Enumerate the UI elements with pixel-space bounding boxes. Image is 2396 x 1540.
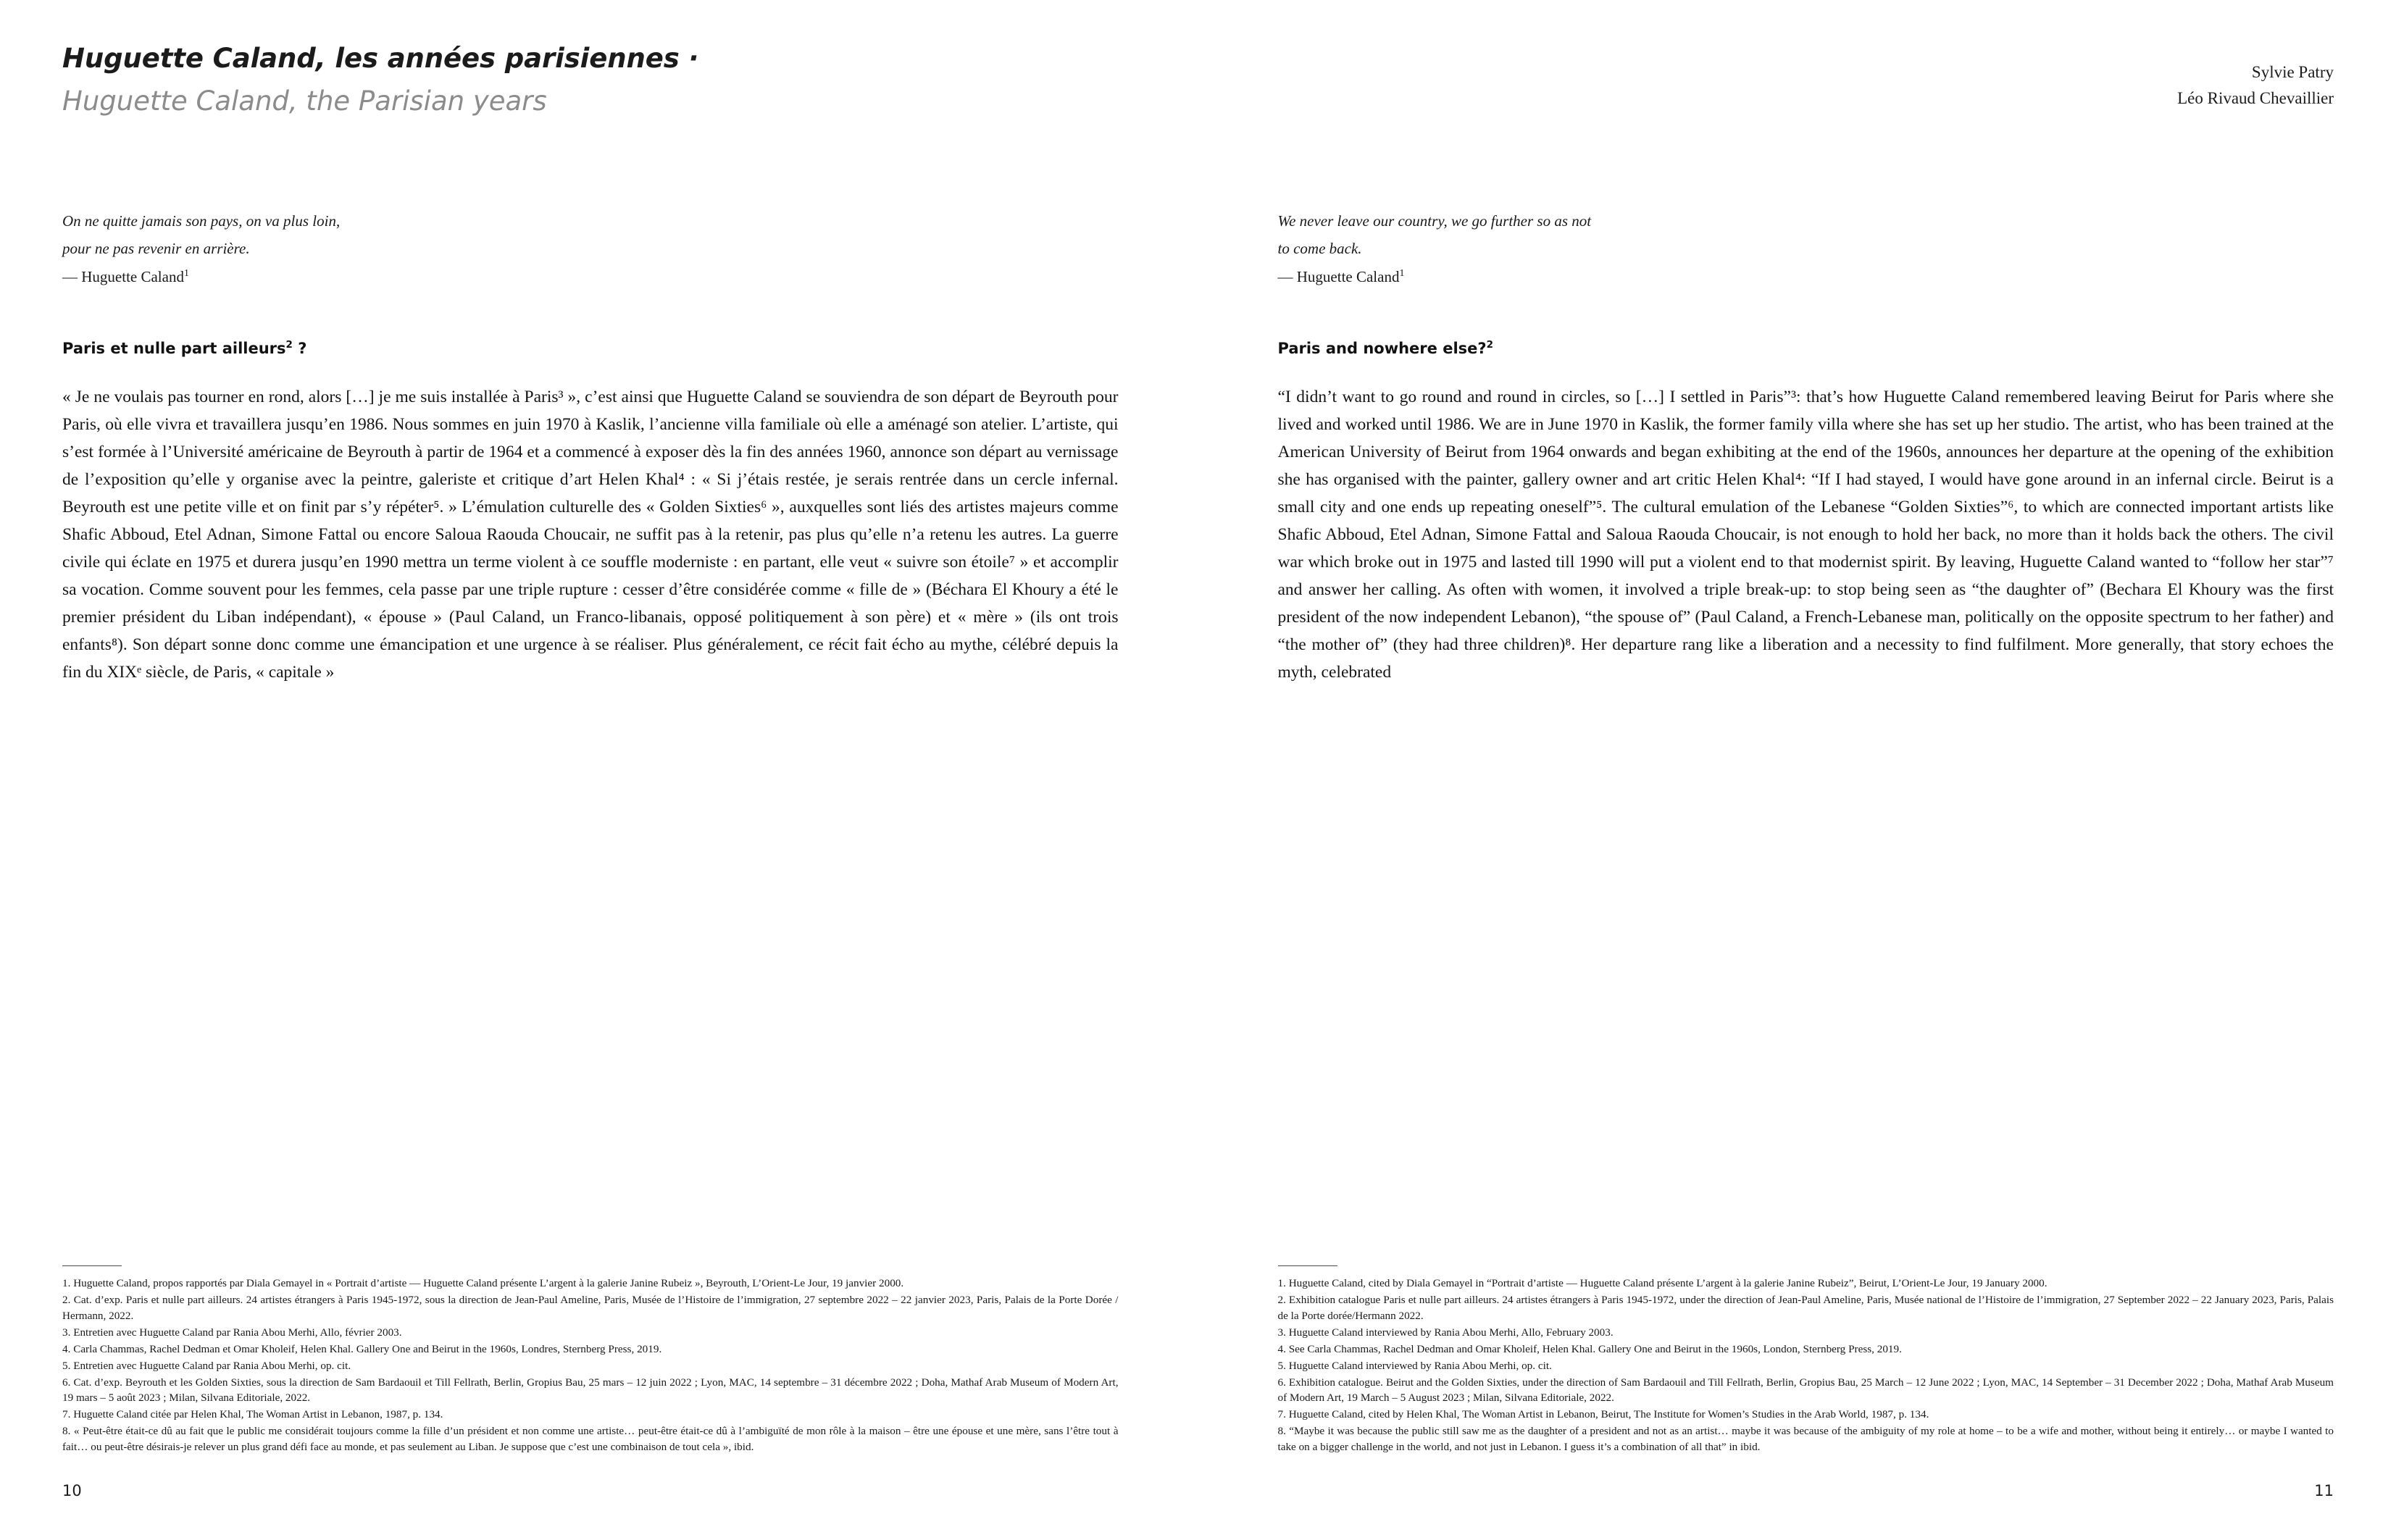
authors-header <box>1278 43 2334 210</box>
right-page <box>1198 0 2396 1540</box>
author-name-secondary: Léo Rivaud Chevaillier <box>2177 88 2334 107</box>
epigraph-line-1: We never leave our country, we go further so as not <box>1277 212 1592 230</box>
footnote-item: 7. Huguette Caland citée par Helen Khal, The Woman Artist in Lebanon, 1987, p. 134. <box>62 1408 443 1421</box>
section-heading-note: 2 <box>285 339 293 351</box>
section-heading-tail: ? <box>292 339 307 357</box>
epigraph-line-2: to come back. <box>1277 239 1362 257</box>
page-number-right: 11 <box>2314 1482 2334 1499</box>
body-paragraph: “I didn’t want to go round and round in circles, so […] I settled in Paris”³: that’s how Huguette Caland remembered leaving Beirut for Paris where she lived and worked until 1986. We are in June 1970 in Kaslik, the former family villa where she has set up her studio. The artist, who has been trained at the American University of Beirut from 1964 onwards and began exhibiting at the end of the 1960s, announces her departure at the opening of the exhibition she has organised with the painter, gallery owner and art critic Helen Khal⁴: “If I had stayed, I would have gone around in an infernal circle. Beirut is a small city and one ends up repeating oneself”⁵. The cultural emulation of the Lebanese “Golden Sixties”⁶, to which are connected important artists like Shafic Abboud, Etel Adnan, Simone Fattal and Saloua Raouda Choucair, is not enough to hold her back, no more than it holds back the others. The civil war which broke out in 1975 and lasted till 1990 will put a violent end to that modernist spirit. By leaving, Huguette Caland wanted to “follow her star”⁷ and answer her calling. As often with women, it involved a triple break-up: to stop being seen as “the daughter of” (Bechara El Khoury was the first president of the now independent Lebanon), “the spouse of” (Paul Caland, a French-Lebanese man, politically on the opposite spectrum to her father) and “the mother of” (they had three children)⁸. Her departure rang like a liberation and a necessity to find fulfilment. More generally, that story echoes the myth, celebrated <box>1277 387 2334 682</box>
footnote-item: 1. Huguette Caland, propos rapportés par Diala Gemayel in « Portrait d’artiste — Huguette Caland présente L’argent à la galerie Janine Rubeiz », Beyrouth, L’Orient-Le Jour, 19 janvier 2000. <box>62 1277 904 1290</box>
footnote-item: 8. “Maybe it was because the public still saw me as the daughter of a president and not as an artist… maybe it was because of the ambiguity of my role at home – to be a wife and mother, without being it entirely… or maybe I wanted to take on a bigger challenge in the world, and not just in Lebanon. I guess it’s a combination of all that” in ibid. <box>1277 1425 2334 1454</box>
section-heading <box>62 340 1119 357</box>
footnote-item: 2. Cat. d’exp. Paris et nulle part ailleurs. 24 artistes étrangers à Paris 1945-1972, sous la direction de Jean-Paul Ameline, Paris, Musée de l’Histoire de l’immigration, 27 septembre 2022 – 22 janvier 2023, Paris, Palais de la Porte Dorée / Hermann, 2022. <box>62 1294 1119 1322</box>
epigraph-attribution-note: 1 <box>1399 267 1405 278</box>
left-content <box>62 210 1119 686</box>
epigraph-attribution <box>62 265 1119 289</box>
footnote-item: 6. Exhibition catalogue. Beirut and the Golden Sixties, under the direction of Sam Bardaouil and Till Fellrath, Berlin, Gropius Bau, 25 March – 12 June 2022 ; Lyon, MAC, 14 September – 31 December 2022 ; Doha, Mathaf Arab Museum of Modern Art, 19 March – 5 August 2023 ; Milan, Silvana Editoriale, 2022. <box>1277 1376 2334 1405</box>
article-header <box>62 43 1119 210</box>
page-subtitle: Huguette Caland, the Parisian years <box>62 85 547 117</box>
footnote-item: 8. « Peut-être était-ce dû au fait que le public me considérait toujours comme la fille d’un président et non comme une artiste… peut-être était-ce dû à l’ambiguïté de mon rôle à la maison – être une épouse et une mère, sans l’être tout à fait… ou peut-être désirais-je relever un plus grand défi face au monde, et pas seulement au Liban. Je suppose que c’est une combinaison de tout cela », ibid. <box>62 1425 1119 1454</box>
footnote-item: 1. Huguette Caland, cited by Diala Gemayel in “Portrait d’artiste — Huguette Caland présente L’argent à la galerie Janine Rubeiz”, Beirut, L’Orient-Le Jour, 19 January 2000. <box>1277 1277 2048 1290</box>
footnote-item: 4. Carla Chammas, Rachel Dedman et Omar Kholeif, Helen Khal. Gallery One and Beirut in the 1960s, Londres, Sternberg Press, 2019. <box>62 1342 662 1355</box>
footnote-item: 5. Huguette Caland interviewed by Rania Abou Merhi, op. cit. <box>1277 1359 1552 1372</box>
epigraph-attribution-note: 1 <box>183 267 189 278</box>
epigraph-attribution <box>1278 265 2334 289</box>
author-name-primary: Sylvie Patry <box>2251 63 2334 81</box>
footnote-item: 3. Entretien avec Huguette Caland par Rania Abou Merhi, Allo, février 2003. <box>62 1326 402 1339</box>
page-number-left: 10 <box>62 1482 82 1499</box>
section-heading-note: 2 <box>1486 339 1493 351</box>
right-content <box>1278 210 2334 686</box>
section-heading-text: Paris et nulle part ailleurs <box>62 339 286 357</box>
footnote-item: 6. Cat. d’exp. Beyrouth et les Golden Sixties, sous la direction de Sam Bardaouil et Till Fellrath, Berlin, Gropius Bau, 25 mars – 12 juin 2022 ; Lyon, MAC, 14 septembre – 31 décembre 2022 ; Doha, Mathaf Arab Museum of Modern Art, 19 mars – 5 août 2023 ; Milan, Silvana Editoriale, 2022. <box>62 1376 1119 1405</box>
footnote-rule <box>62 1265 122 1266</box>
footnote-item: 7. Huguette Caland, cited by Helen Khal, The Woman Artist in Lebanon, Beirut, The Institute for Women’s Studies in the Arab World, 1987, p. 134. <box>1277 1408 1929 1421</box>
footnotes-block <box>1278 1265 2334 1456</box>
epigraph-line-2: pour ne pas revenir en arrière. <box>62 239 250 257</box>
footnote-item: 5. Entretien avec Huguette Caland par Rania Abou Merhi, op. cit. <box>62 1359 351 1372</box>
footnote-item: 2. Exhibition catalogue Paris et nulle part ailleurs. 24 artistes étrangers à Paris 1945-1972, under the direction of Jean-Paul Ameline, Paris, Musée national de l’Histoire de l’immigration, 27 September 2022 – 22 January 2023, Paris, Palais de la Porte dorée/Hermann 2022. <box>1277 1294 2334 1322</box>
body-paragraph: « Je ne voulais pas tourner en rond, alors […] je me suis installée à Paris³ », c’est ainsi que Huguette Caland se souviendra de son départ de Beyrouth pour Paris, où elle vivra et travaillera jusqu’en 1986. Nous sommes en juin 1970 à Kaslik, l’ancienne villa familiale où elle a aménagé son atelier. L’artiste, qui s’est formée à l’Université américaine de Beyrouth à partir de 1964 et a commencé à exposer dès la fin des années 1960, annonce son départ au vernissage de l’exposition qu’elle y organise avec la peintre, galeriste et critique d’art Helen Khal⁴ : « Si j’étais restée, je serais rentrée dans un cercle infernal. Beyrouth est une petite ville et on finit par s’y répéter⁵. » L’émulation culturelle des « Golden Sixties⁶ », auxquelles sont liés des artistes majeurs comme Shafic Abboud, Etel Adnan, Simone Fattal ou encore Saloua Raouda Choucair, ne suffit pas à la retenir, pas plus qu’elle n’a retenu les autres. La guerre civile qui éclate en 1975 et durera jusqu’en 1990 mettra un terme violent à ce souffle moderniste : en partant, elle veut « suivre son étoile⁷ » et accomplir sa vocation. Comme souvent pour les femmes, cela passe par une triple rupture : cesser d’être considérée comme « fille de » (Béchara El Khoury a été le premier président du Liban indépendant), « épouse » (Paul Caland, un Franco-libanais, opposé politiquement à son père) et « mère » (ils ont trois enfants⁸). Son départ sonne donc comme une émancipation et une urgence à se réaliser. Plus généralement, ce récit fait écho au mythe, célébré depuis la fin du XIXᵉ siècle, de Paris, « capitale » <box>62 387 1119 682</box>
epigraph-attribution-text: — Huguette Caland <box>1277 267 1400 285</box>
footnotes-block <box>62 1265 1119 1456</box>
page-title: Huguette Caland, les années parisiennes · <box>62 43 699 74</box>
footnote-item: 4. See Carla Chammas, Rachel Dedman and Omar Kholeif, Helen Khal. Gallery One and Beirut in the 1960s, London, Sternberg Press, 2019. <box>1277 1342 1902 1355</box>
author-block <box>1278 43 2334 111</box>
epigraph-attribution-text: — Huguette Caland <box>62 267 184 285</box>
section-heading <box>1278 340 2334 357</box>
epigraph-line-1: On ne quitte jamais son pays, on va plus loin, <box>62 212 341 230</box>
footnote-item: 3. Huguette Caland interviewed by Rania Abou Merhi, Allo, February 2003. <box>1277 1326 1614 1339</box>
section-heading-text: Paris and nowhere else? <box>1277 339 1487 357</box>
footnote-rule <box>1278 1265 1337 1266</box>
